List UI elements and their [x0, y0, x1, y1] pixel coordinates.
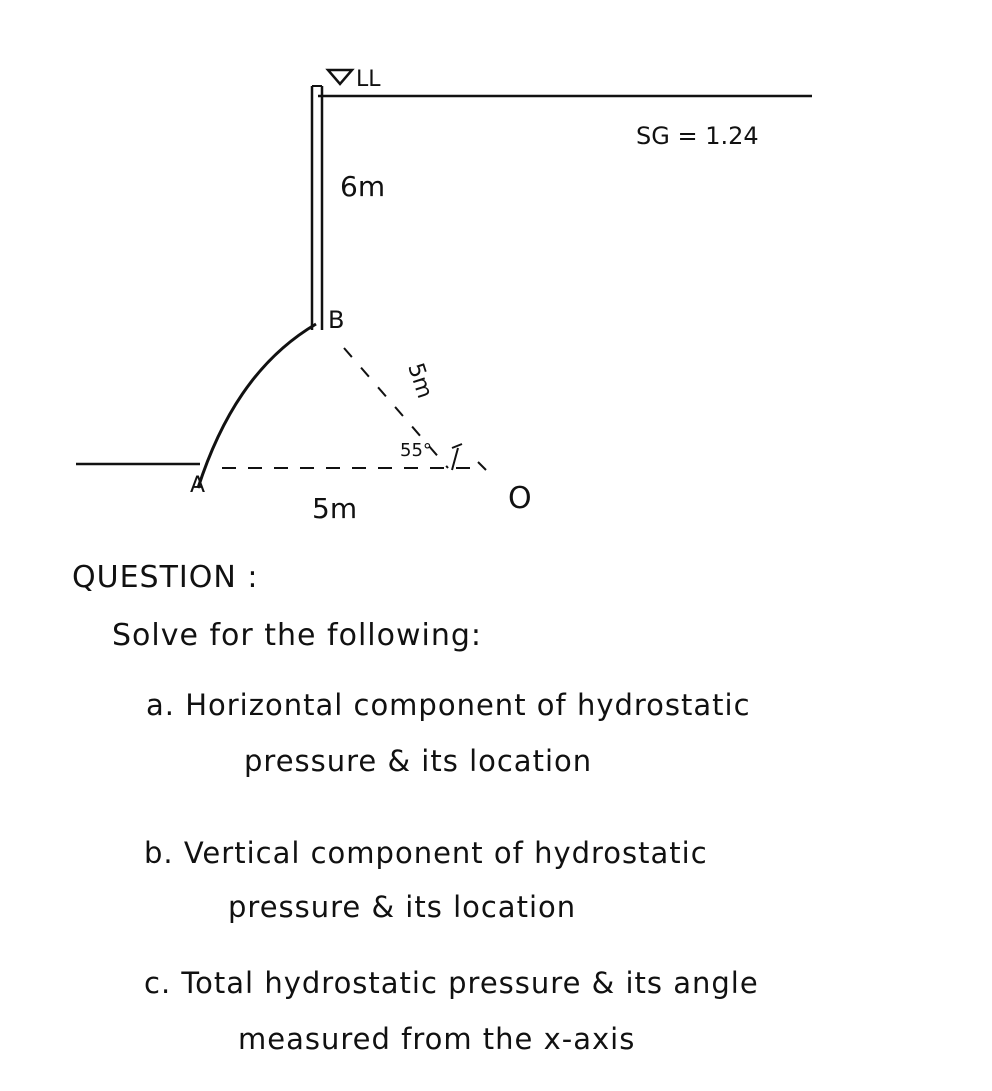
curved-gate-arc [198, 324, 316, 488]
radius-dashed-line [344, 348, 448, 468]
center-o-label: O [508, 481, 532, 516]
gate-height-label: 6m [340, 170, 386, 203]
liquid-level-label: LL [356, 67, 381, 92]
question-item-b-line2: pressure & its location [228, 890, 577, 924]
radius-label: 5m [402, 360, 438, 402]
question-item-a-line2: pressure & its location [244, 744, 593, 778]
specific-gravity-label: SG = 1.24 [636, 122, 759, 150]
question-item-a-line1: a. Horizontal component of hydrostatic [146, 688, 751, 722]
point-a-label: A [190, 473, 206, 498]
angle-arrow-icon [452, 444, 486, 470]
base-length-label: 5m [312, 492, 358, 525]
angle-label: 55° [400, 440, 432, 461]
question-item-c-line2: measured from the x-axis [238, 1022, 636, 1056]
question-item-b-line1: b. Vertical component of hydrostatic [144, 836, 708, 870]
question-item-c-line1: c. Total hydrostatic pressure & its angle [144, 966, 759, 1000]
point-b-label: B [328, 306, 345, 334]
question-heading: QUESTION : [72, 560, 259, 595]
liquid-level-triangle-icon [328, 70, 352, 84]
question-intro: Solve for the following: [112, 618, 483, 653]
